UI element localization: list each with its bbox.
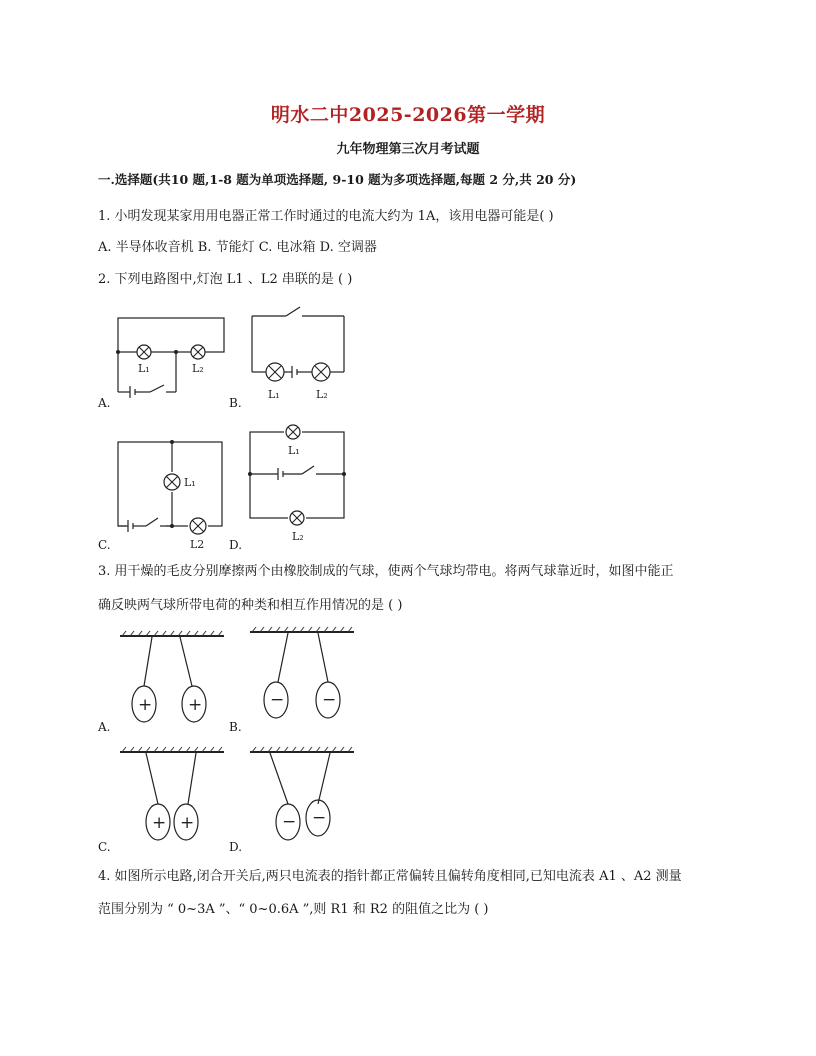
page-title: 明水二中2025-2026第一学期 xyxy=(270,104,546,126)
svg-text:−: − xyxy=(270,690,285,710)
q3-figure-b xyxy=(248,624,356,724)
page-subtitle: 九年物理第三次月考试题 xyxy=(336,142,480,157)
q2-option-b-label: B. xyxy=(229,396,242,410)
svg-text:+: + xyxy=(152,813,167,833)
lamp-l1-icon xyxy=(137,345,151,359)
q3-option-d-label: D. xyxy=(229,840,243,854)
label-l1: L₁ xyxy=(138,362,150,375)
svg-text:−: − xyxy=(282,812,297,832)
question-2-stem: 2. 下列电路图中,灯泡 L1 、L2 串联的是 ( ) xyxy=(98,272,353,287)
question-4-stem-line2: 范围分别为 “ 0~3A ”、“ 0~0.6A ”,则 R1 和 R2 的阻值之比为 ( ) xyxy=(98,902,489,917)
section-heading: 一.选择题(共10 题,1-8 题为单项选择题, 9-10 题为多项选择题,每题 2 分,共 20 分) xyxy=(98,172,577,187)
svg-text:L₂: L₂ xyxy=(316,388,328,401)
svg-text:+: + xyxy=(138,695,153,715)
svg-text:L₁: L₁ xyxy=(268,388,280,401)
svg-text:−: − xyxy=(312,808,327,828)
q3-option-a-label: A. xyxy=(98,720,111,734)
q3-option-c-label: C. xyxy=(98,840,111,854)
question-1-options: A. 半导体收音机 B. 节能灯 C. 电冰箱 D. 空调器 xyxy=(98,240,377,255)
lamp-l2-icon xyxy=(191,345,205,359)
svg-text:+: + xyxy=(180,813,195,833)
q2-circuit-a xyxy=(116,314,228,400)
q2-circuit-b xyxy=(248,304,348,404)
q2-option-c-label: C. xyxy=(98,538,111,552)
svg-text:+: + xyxy=(188,695,203,715)
q2-circuit-d xyxy=(248,424,348,543)
q3-figure-c xyxy=(118,744,226,844)
svg-text:L₂: L₂ xyxy=(292,530,304,543)
svg-text:L₁: L₁ xyxy=(184,476,196,489)
question-3-stem-line1: 3. 用干燥的毛皮分别摩擦两个由橡胶制成的气球，使两个气球均带电。将两气球靠近时，如图中能正 xyxy=(98,564,674,579)
q3-figure-a xyxy=(118,628,226,728)
q3-option-b-label: B. xyxy=(229,720,242,734)
svg-text:−: − xyxy=(322,690,337,710)
q3-figure-d xyxy=(248,744,356,844)
svg-text:L2: L2 xyxy=(190,538,205,551)
question-1-stem: 1. 小明发现某家用用电器正常工作时通过的电流大约为 1A，该用电器可能是( ) xyxy=(98,209,554,224)
q2-option-d-label: D. xyxy=(229,538,243,552)
q2-circuit-c xyxy=(116,438,228,550)
question-3-stem-line2: 确反映两气球所带电荷的种类和相互作用情况的是 ( ) xyxy=(98,598,403,613)
label-l2: L₂ xyxy=(192,362,204,375)
question-4-stem-line1: 4. 如图所示电路,闭合开关后,两只电流表的指针都正常偏转且偏转角度相同,已知电流表 A1 、A2 测量 xyxy=(98,869,682,884)
q2-option-a-label: A. xyxy=(98,396,111,410)
svg-text:L₁: L₁ xyxy=(288,444,300,457)
